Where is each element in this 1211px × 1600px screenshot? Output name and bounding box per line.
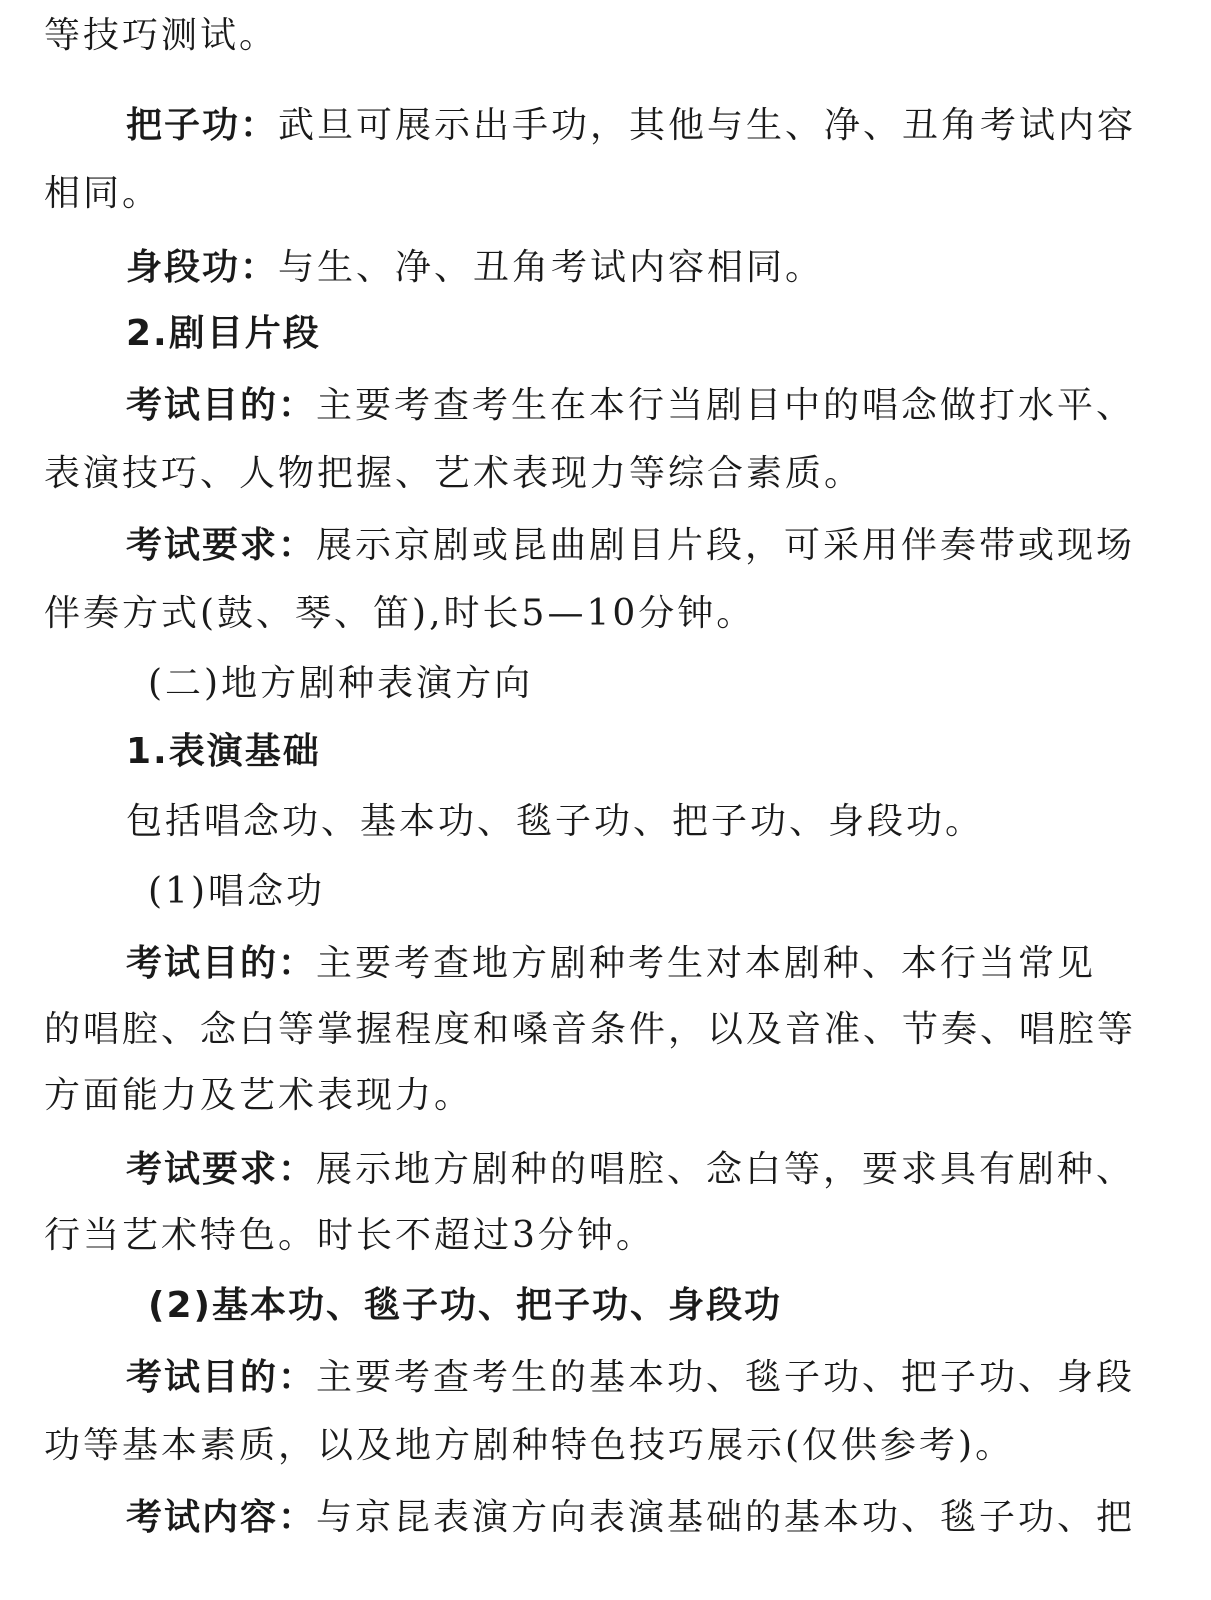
text-line-4: [0, 246, 1211, 290]
text-line-18: [0, 1214, 1211, 1258]
line-text: 与京昆表演方向表演基础的基本功、毯子功、把: [316, 1497, 1136, 1538]
line-text: 等技巧测试。: [44, 15, 279, 56]
text-line-12: [0, 800, 1211, 844]
text-line-8: [0, 524, 1211, 568]
section-heading-1-2: [0, 1284, 1211, 1328]
line-text: 方面能力及艺术表现力。: [44, 1075, 474, 1116]
heading-text: 1.表演基础: [126, 731, 321, 772]
line-label: 考试要求：: [126, 525, 317, 566]
text-line-7: [0, 452, 1211, 496]
line-label: 考试要求：: [126, 1149, 317, 1190]
line-label: 考试目的：: [126, 1357, 317, 1398]
section-heading-er: [0, 662, 1211, 706]
line-text: 主要考查考生在本行当剧目中的唱念做打水平、: [316, 385, 1136, 426]
line-text: 的唱腔、念白等掌握程度和嗓音条件，以及音准、节奏、唱腔等: [44, 1009, 1137, 1050]
text-line-15: [0, 1008, 1211, 1052]
line-text: 展示京剧或昆曲剧目片段，可采用伴奏带或现场: [316, 525, 1136, 566]
text-line-22: [0, 1496, 1211, 1540]
line-label: 把子功：: [126, 105, 279, 146]
text-line-16: [0, 1074, 1211, 1118]
section-heading-1: [0, 730, 1211, 774]
line-text: 相同。: [44, 173, 162, 214]
line-text: 功等基本素质，以及地方剧种特色技巧展示(仅供参考)。: [44, 1425, 1015, 1466]
line-label: 考试内容：: [126, 1497, 317, 1538]
line-text: 包括唱念功、基本功、毯子功、把子功、身段功。: [126, 801, 985, 842]
heading-text: (二)地方剧种表演方向: [148, 663, 534, 704]
section-heading-1-1: [0, 870, 1211, 914]
section-heading-2: [0, 312, 1211, 356]
text-line-20: [0, 1356, 1211, 1400]
line-text: 表演技巧、人物把握、艺术表现力等综合素质。: [44, 453, 864, 494]
heading-text: 2.剧目片段: [126, 313, 321, 354]
line-text: 行当艺术特色。时长不超过3分钟。: [44, 1215, 655, 1256]
line-text: 展示地方剧种的唱腔、念白等，要求具有剧种、: [316, 1149, 1136, 1190]
line-text: 主要考查地方剧种考生对本剧种、本行当常见: [316, 943, 1097, 984]
text-line-2: [0, 104, 1211, 148]
text-line-21: [0, 1424, 1211, 1468]
line-text: 武旦可展示出手功，其他与生、净、丑角考试内容: [278, 105, 1137, 146]
text-line-17: [0, 1148, 1211, 1192]
line-text: 主要考查考生的基本功、毯子功、把子功、身段: [316, 1357, 1136, 1398]
text-line-9: [0, 592, 1211, 636]
line-label: 考试目的：: [126, 385, 317, 426]
heading-text: (1)唱念功: [148, 871, 325, 912]
text-line-1: [0, 14, 1211, 58]
line-label: 考试目的：: [126, 943, 317, 984]
line-label: 身段功：: [126, 247, 279, 288]
heading-text: (2)基本功、毯子功、把子功、身段功: [148, 1285, 782, 1326]
line-text: 与生、净、丑角考试内容相同。: [278, 247, 825, 288]
text-line-3: [0, 172, 1211, 216]
line-text: 伴奏方式(鼓、琴、笛),时长5—10分钟。: [44, 593, 756, 634]
text-line-14: [0, 942, 1211, 986]
text-line-6: [0, 384, 1211, 428]
